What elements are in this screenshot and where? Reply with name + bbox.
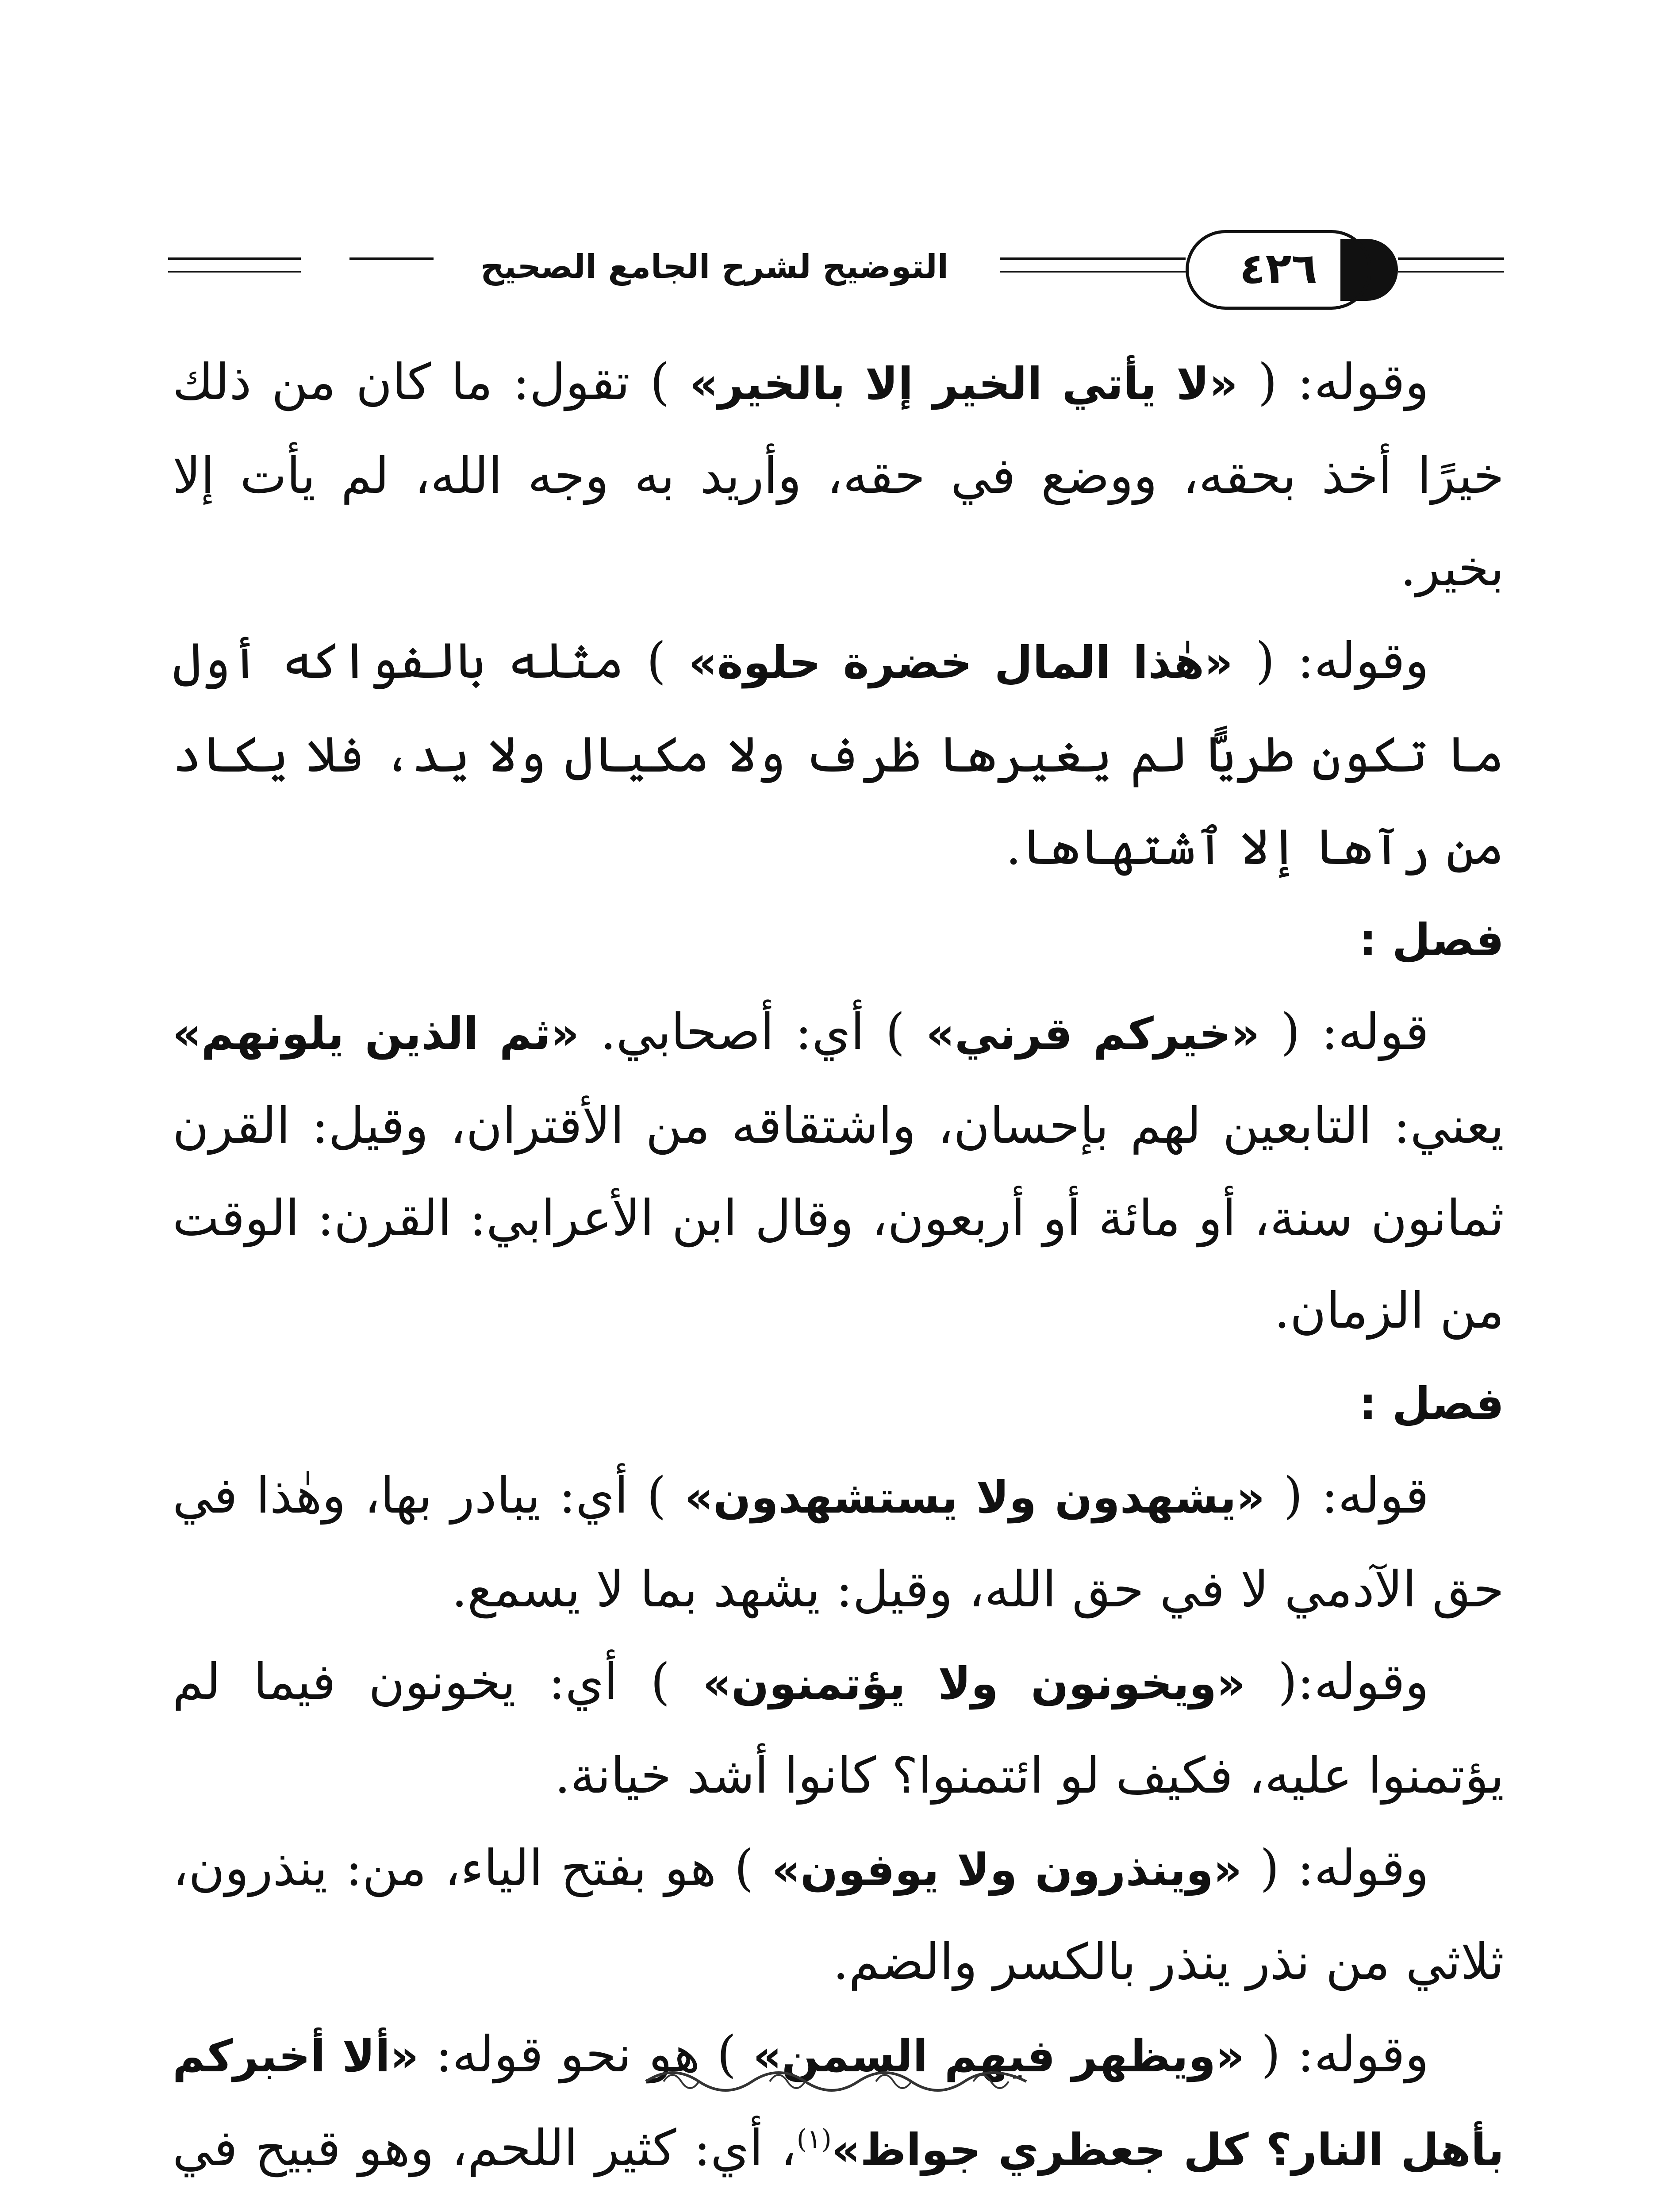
p7-hadith-quote-1: «ويظهر فيهم السمن» bbox=[753, 2030, 1244, 2082]
p1-hadith-quote: «لا يأتي الخير إلا بالخير» bbox=[689, 358, 1238, 410]
p7-lead: وقوله: ( bbox=[1244, 2026, 1429, 2083]
p6-lead: وقوله: ( bbox=[1242, 1839, 1429, 1897]
p3-hadith-quote-2: «ثم الذين يلونهم» bbox=[173, 1008, 580, 1060]
p7-middle: ) هو نحو قوله: bbox=[418, 2026, 753, 2083]
p5-hadith-quote: «ويخونون ولا يؤتمنون» bbox=[703, 1658, 1245, 1709]
paragraph-7 bbox=[173, 2008, 1504, 2212]
paragraph-2 bbox=[173, 615, 1504, 894]
p2-hadith-quote: «هٰذا المال خضرة حلوة» bbox=[688, 637, 1233, 688]
p3-commentary: يعني: التابعين لهم بإحسان، واشتقاقه من الأقتران، وقيل: القرن ثمانون سنة، أو مائة أو أربعون، وقال ابن الأعرابي: القرن: الوقت من الزمان. bbox=[173, 1097, 1504, 1340]
p6-commentary: ) هو بفتح الياء، من: ينذرون، ثلاثي من نذر ينذر بالكسر والضم. bbox=[173, 1839, 1504, 1991]
section-heading-2: فصل : bbox=[1359, 1378, 1504, 1429]
p3-hadith-quote-1: «خيركم قرني» bbox=[926, 1008, 1260, 1060]
p1-lead: وقوله: ( bbox=[1238, 353, 1429, 411]
p6-hadith-quote: «وينذرون ولا يوفون» bbox=[772, 1844, 1242, 1896]
header-rule-mid-bottom bbox=[1000, 271, 1186, 273]
p4-commentary: ) أي: يبادر بها، وهٰذا في حق الآدمي لا في حق الله، وقيل: يشهد بما لا يسمع. bbox=[173, 1467, 1504, 1618]
paragraph-5 bbox=[173, 1636, 1504, 1822]
header-rule-left-bottom bbox=[168, 271, 301, 273]
paragraph-1 bbox=[173, 336, 1504, 615]
main-text bbox=[173, 336, 1504, 2212]
p1-commentary: ) تقول: ما كان من ذلك خيرًا أخذ بحقه، ووضع في حقه، وأريد به وجه الله، لم يأت إلا بخير. bbox=[173, 353, 1504, 597]
p5-commentary: ) أي: يخونون فيما لم يؤتمنوا عليه، فكيف لو ائتمنوا؟ كانوا أشد خيانة. bbox=[173, 1653, 1504, 1805]
p3-middle: ) أي: أصحابي. bbox=[579, 1003, 926, 1061]
section-heading-1: فصل : bbox=[1359, 914, 1504, 966]
paragraph-4 bbox=[173, 1450, 1504, 1636]
ornament-flourish-icon bbox=[637, 2059, 1035, 2099]
page-header bbox=[168, 230, 1504, 314]
paragraph-6 bbox=[173, 1822, 1504, 2008]
p2-commentary: ) مثله بالفواكه أول ما تكون طريًّا لم يغيرها ظرف ولا مكيال ولا يد، فلا يكاد من رآها إلا ٱشتهاها. bbox=[173, 632, 1504, 876]
running-title: التوضيح لشرح الجامع الصحيح bbox=[480, 248, 949, 286]
header-rule-left-top bbox=[168, 257, 301, 260]
p5-lead: وقوله:( bbox=[1245, 1653, 1429, 1711]
p2-lead: وقوله: ( bbox=[1233, 632, 1429, 690]
p4-hadith-quote: «يشهدون ولا يستشهدون» bbox=[684, 1471, 1265, 1523]
section-end-ornament bbox=[637, 2059, 1035, 2099]
p7-commentary: ، أي: كثير اللحم، وهو قبيح في bbox=[173, 2120, 797, 2177]
header-rule-right-bottom bbox=[1398, 271, 1504, 273]
p3-lead: قوله: ( bbox=[1259, 1003, 1429, 1061]
paragraph-3 bbox=[173, 986, 1504, 1357]
footnote-marker[interactable]: (١) bbox=[796, 2124, 832, 2155]
header-rule-mid-a bbox=[349, 257, 434, 260]
header-rule-right-top bbox=[1398, 257, 1504, 260]
p4-lead: قوله: ( bbox=[1265, 1467, 1429, 1525]
page-number: ٤٢٦ bbox=[1186, 230, 1371, 310]
p7-hadith-quote-2: «ألا أخبركم بأهل النار؟ كل جعظري جواظ» bbox=[173, 2030, 1504, 2176]
header-rule-mid-top bbox=[1000, 257, 1186, 260]
